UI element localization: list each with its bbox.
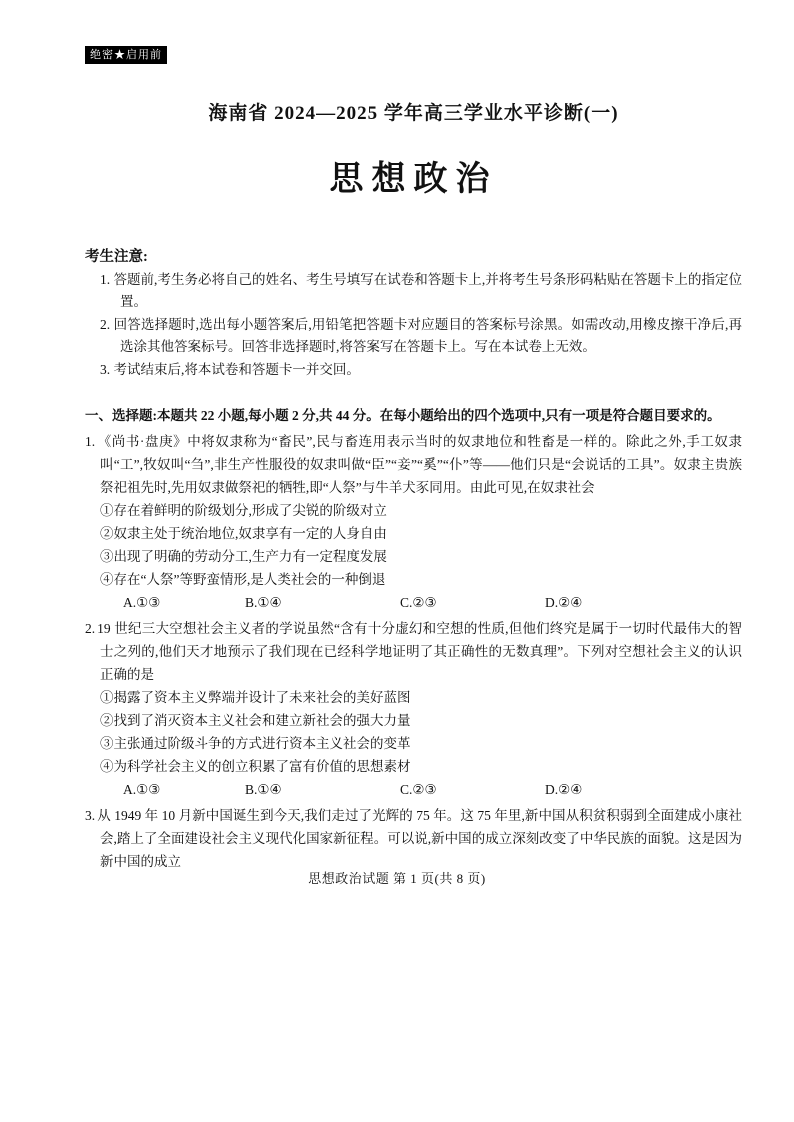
question-1	[85, 430, 742, 614]
notice-item-3: 3. 考试结束后,将本试卷和答题卡一并交回。	[100, 362, 360, 377]
question-2-suboption-1: ①揭露了资本主义弊端并设计了未来社会的美好蓝图	[100, 690, 411, 705]
question-1-answer-choices	[85, 591, 742, 614]
notice-item-1: 1. 答题前,考生务必将自己的姓名、考生号填写在试卷和答题卡上,并将考生号条形码粘贴在答题卡上的指定位置。	[100, 272, 742, 309]
notice-heading: 考生注意:	[85, 249, 148, 265]
question-2-suboption-2: ②找到了消灭资本主义社会和建立新社会的强大力量	[100, 713, 411, 728]
subject-title: 思想政治	[329, 161, 498, 198]
question-1-stem	[85, 430, 742, 499]
question-3-number: 3.	[85, 808, 96, 823]
question-2-suboption-4: ④为科学社会主义的创立积累了富有价值的思想素材	[100, 759, 411, 774]
exam-title: 海南省 2024—2025 学年高三学业水平诊断(一)	[208, 103, 619, 124]
choice-b: B.①④	[245, 782, 282, 797]
question-3-stem-text: 从 1949 年 10 月新中国诞生到今天,我们走过了光辉的 75 年。这 75 年里,新中国从积贫积弱到全面建成小康社会,踏上了全面建设社会主义现代化国家新征程。可以说,新中国的成立深刻改变了中华民族的面貌。这是因为新中国的成立	[97, 808, 742, 869]
choice-b: B.①④	[245, 595, 282, 610]
question-3	[85, 804, 742, 873]
question-2-answer-choices	[85, 778, 742, 801]
question-2	[85, 617, 742, 801]
question-1-number: 1.	[85, 434, 96, 449]
question-1-stem-text: 《尚书·盘庚》中将奴隶称为“畜民”,民与畜连用表示当时的奴隶地位和牲畜是一样的。除此之外,手工奴隶叫“工”,牧奴叫“刍”,非生产性服役的奴隶叫做“臣”“妾”“奚”“仆”等——他们只是“会说话的工具”。奴隶主贵族祭祀祖先时,先用奴隶做祭祀的牺牲,即“人祭”与牛羊犬豕同用。由此可见,在奴隶社会	[97, 434, 742, 495]
question-2-stem	[85, 617, 742, 686]
question-1-suboption-4: ④存在“人祭”等野蛮情形,是人类社会的一种倒退	[100, 572, 386, 587]
choice-a: A.①③	[123, 782, 161, 797]
question-3-stem	[85, 804, 742, 873]
question-2-stem-text: 19 世纪三大空想社会主义者的学说虽然“含有十分虚幻和空想的性质,但他们终究是属于一切时代最伟大的智士之列的,他们天才地预示了我们现在已经科学地证明了其正确性的无数真理”。下列对空想社会主义的认识正确的是	[97, 621, 742, 682]
choice-c: C.②③	[400, 782, 437, 797]
notice-item-2: 2. 回答选择题时,选出每小题答案后,用铅笔把答题卡对应题目的答案标号涂黑。如需改动,用橡皮擦干净后,再选涂其他答案标号。回答非选择题时,将答案写在答题卡上。写在本试卷上无效。	[100, 317, 742, 354]
section-heading: 一、选择题:本题共 22 小题,每小题 2 分,共 44 分。在每小题给出的四个选项中,只有一项是符合题目要求的。	[85, 408, 721, 423]
choice-a: A.①③	[123, 595, 161, 610]
choice-d: D.②④	[545, 595, 583, 610]
question-1-suboption-3: ③出现了明确的劳动分工,生产力有一定程度发展	[100, 549, 387, 564]
question-1-suboption-1: ①存在着鲜明的阶级划分,形成了尖锐的阶级对立	[100, 503, 387, 518]
security-classification-label: 绝密★启用前	[85, 46, 167, 64]
question-2-number: 2.	[85, 621, 96, 636]
question-2-suboption-3: ③主张通过阶级斗争的方式进行资本主义社会的变革	[100, 736, 411, 751]
question-1-suboption-2: ②奴隶主处于统治地位,奴隶享有一定的人身自由	[100, 526, 387, 541]
choice-c: C.②③	[400, 595, 437, 610]
page-footer: 思想政治试题 第 1 页(共 8 页)	[308, 871, 486, 886]
choice-d: D.②④	[545, 782, 583, 797]
